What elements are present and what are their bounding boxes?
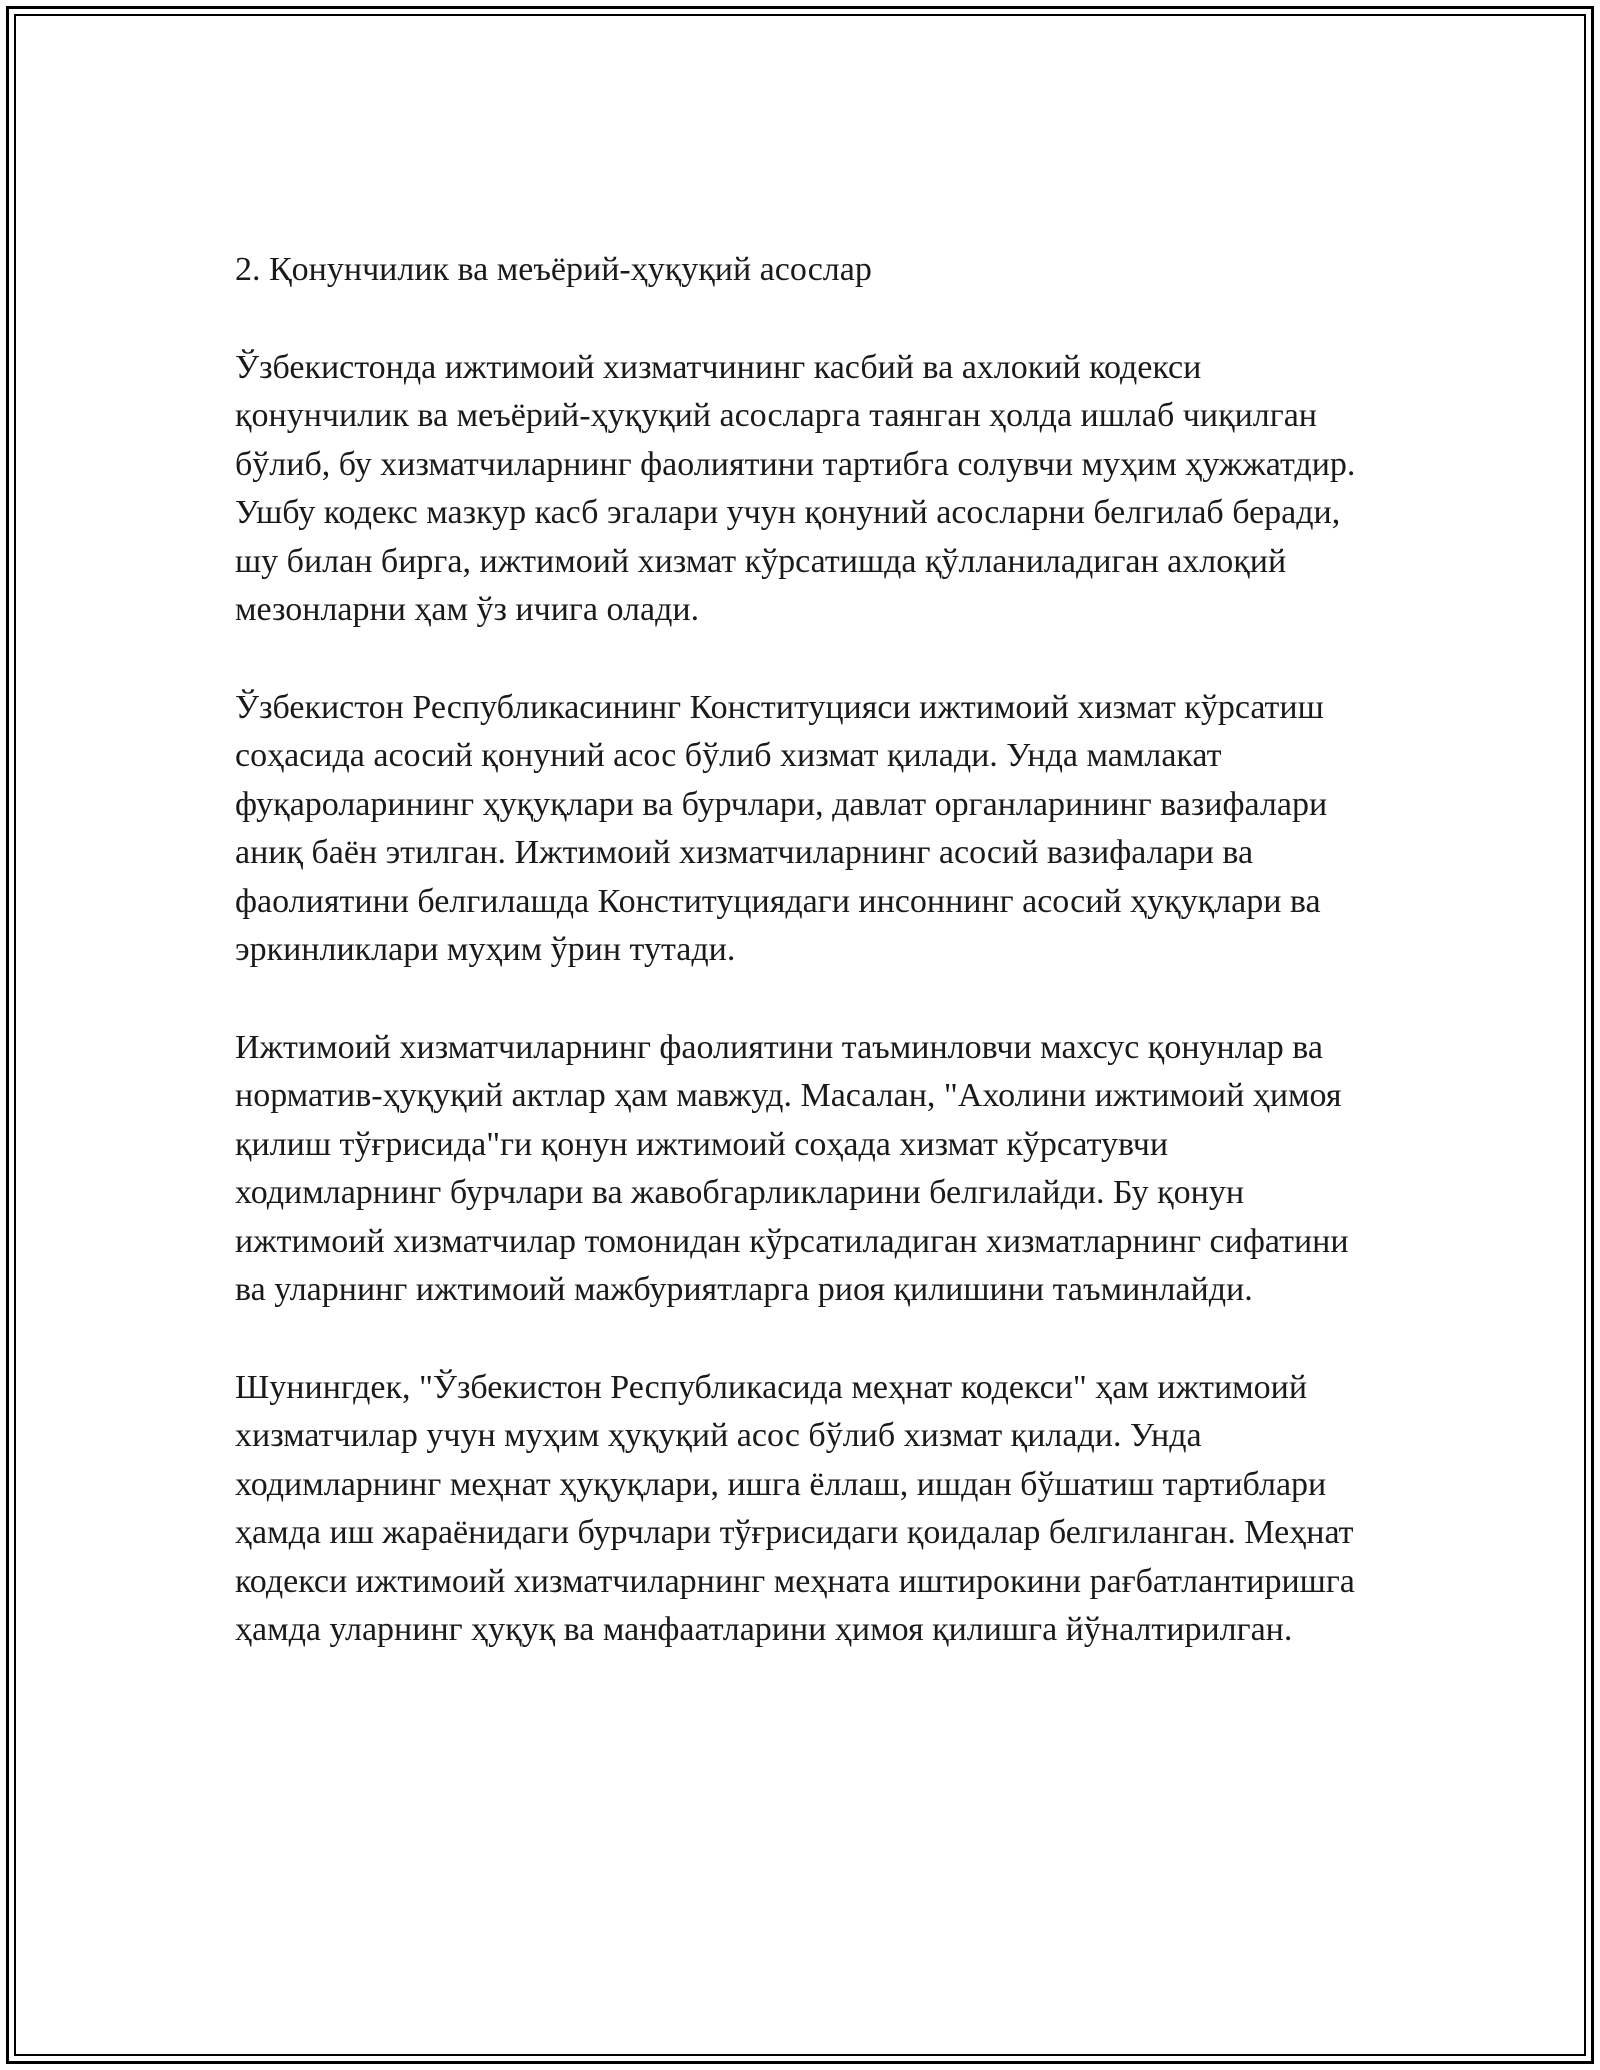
section-heading: 2. Қонунчилик ва меъёрий-ҳуқуқий асослар xyxy=(235,251,872,288)
paragraph-intro: Ўзбекистонда ижтимоий хизматчининг касбий ва ахлокий кодекси қонунчилик ва меъёрий-ҳуқуқий асосларга таянган ҳолда ишлаб чиқилган бўлиб, бу хизматчиларнинг фаолиятини тартибга солувчи муҳим ҳужжатдир. Ушбу кодекс мазкур касб эгалари учун қонуний асосларни белгилаб беради, шу билан бирга, ижтимоий хизмат кўрсатишда қўлланиладиган ахлоқий мезонларни ҳам ўз ичига олади. xyxy=(235,348,1356,628)
document-body xyxy=(235,246,1375,1704)
paragraph-constitution: Ўзбекистон Республикасининг Конституцияси ижтимоий хизмат кўрсатиш соҳасида асосий қонуний асос бўлиб хизмат қилади. Унда мамлакат фуқароларининг ҳуқуқлари ва бурчлари, давлат органларининг вазифалари аниқ баён этилган. Ижтимоий хизматчиларнинг асосий вазифалари ва фаолиятини белгилашда Конституциядаги инсоннинг асосий ҳуқуқлари ва эркинликлари муҳим ўрин тутади. xyxy=(235,688,1328,968)
paragraph-labor-code: Шунингдек, "Ўзбекистон Республикасида меҳнат кодекси" ҳам ижтимоий хизматчилар учун муҳим ҳуқуқий асос бўлиб хизмат қилади. Унда ходимларнинг меҳнат ҳуқуқлари, ишга ёллаш, ишдан бўшатиш тартиблари ҳамда иш жараёнидаги бурчлари тўғрисидаги қоидалар белгиланган. Меҳнат кодекси ижтимоий хизматчиларнинг меҳната иштирокини рағбатлантиришга ҳамда уларнинг ҳуқуқ ва манфаатларини ҳимоя қилишга йўналтирилган. xyxy=(235,1368,1355,1648)
paragraph-special-laws: Ижтимоий хизматчиларнинг фаолиятини таъминловчи махсус қонунлар ва норматив-ҳуқуқий актлар ҳам мавжуд. Масалан, "Ахолини ижтимоий ҳимоя қилиш тўғрисида"ги қонун ижтимоий соҳада хизмат кўрсатувчи ходимларнинг бурчлари ва жавобгарликларини белгилайди. Бу қонун ижтимоий хизматчилар томонидан кўрсатиладиган хизматларнинг сифатини ва уларнинг ижтимоий мажбуриятларга риоя қилишини таъминлайди. xyxy=(235,1028,1349,1308)
